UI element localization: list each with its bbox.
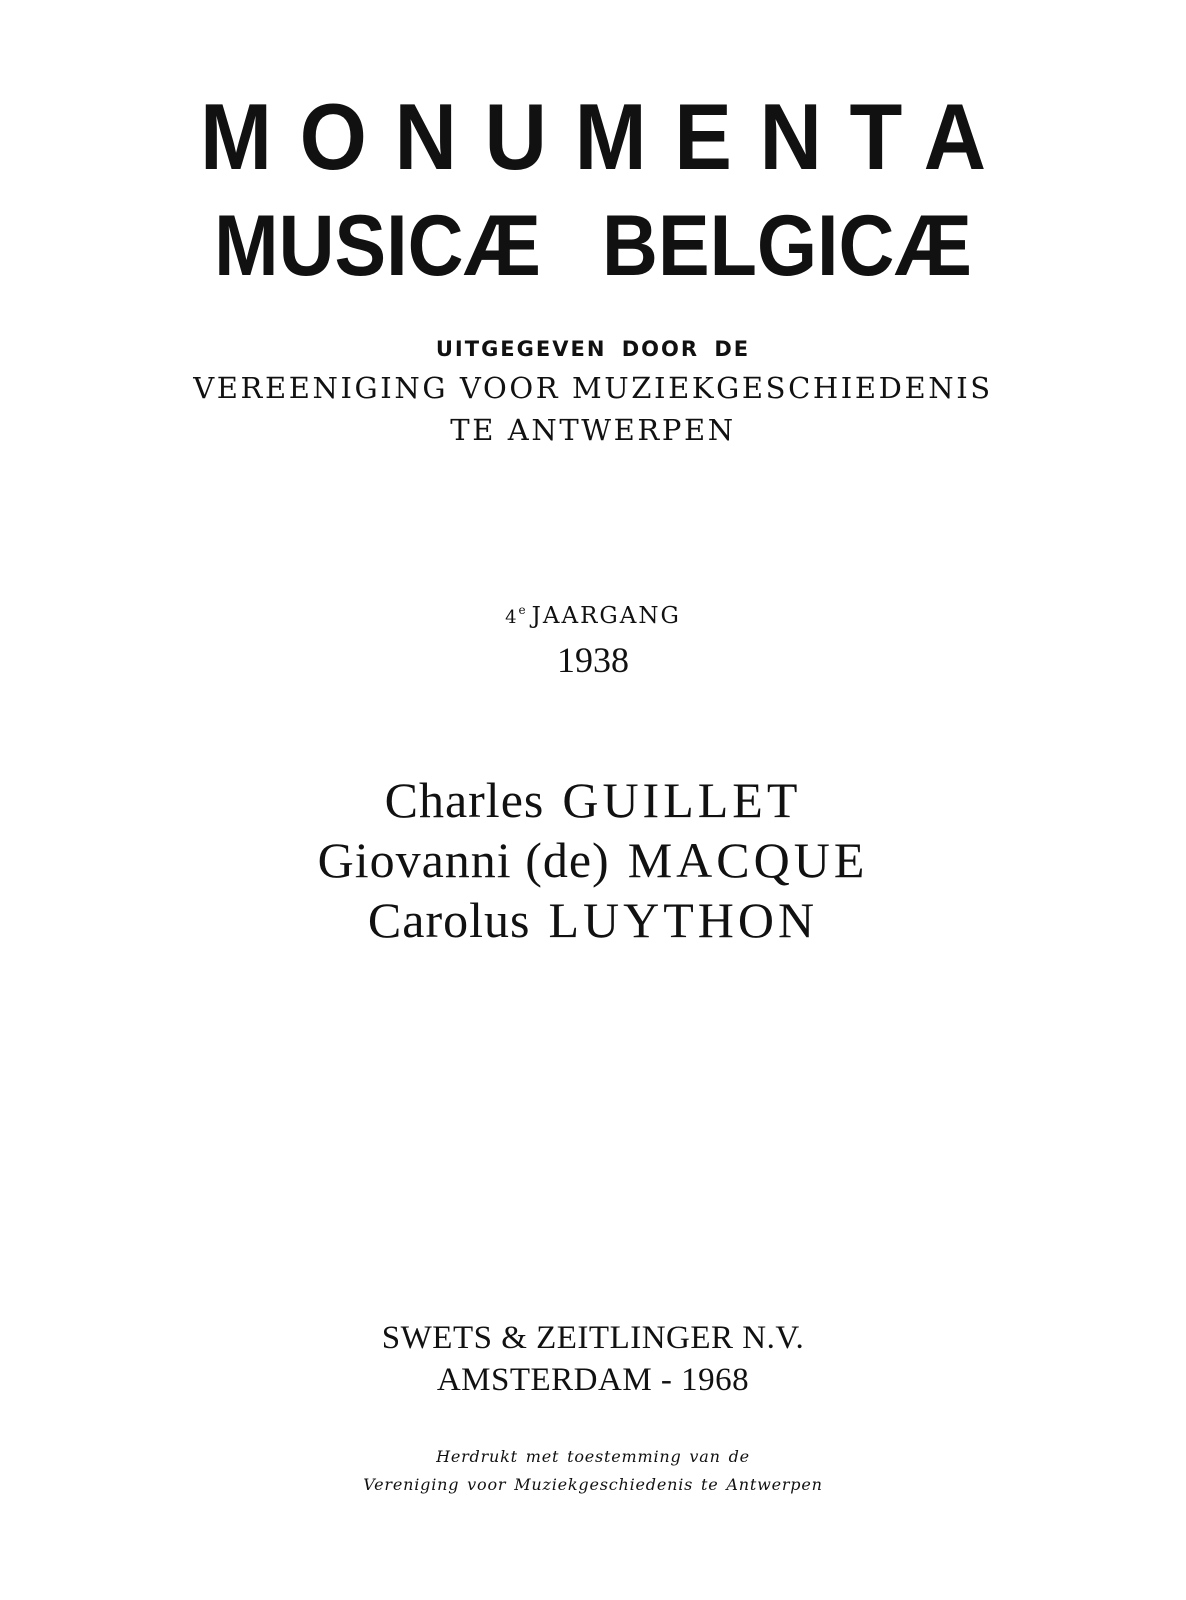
- composer-given-name: Giovanni (de): [317, 832, 610, 888]
- reprint-note-line-2: Vereniging voor Muziekgeschiedenis te Antwerpen: [363, 1475, 823, 1494]
- imprint-place-year: AMSTERDAM - 1968: [436, 1362, 750, 1398]
- series-title-line-2: MUSICÆ BELGICÆ: [214, 198, 972, 294]
- volume-number: 4: [505, 607, 519, 628]
- composer-given-name: Carolus: [367, 892, 531, 948]
- volume-label-text: JAARGANG: [531, 603, 681, 629]
- society-name: VEREENIGING VOOR MUZIEKGESCHIEDENIS: [193, 371, 993, 405]
- volume-year: 1938: [557, 640, 629, 680]
- composer-given-name: Charles: [384, 772, 545, 828]
- volume-ordinal-suffix: e: [518, 603, 526, 617]
- composer-line: [0, 830, 1186, 890]
- volume-label: [0, 596, 1186, 632]
- composer-family-name: MACQUE: [627, 832, 869, 888]
- published-by-label: UITGEGEVEN DOOR DE: [435, 337, 751, 361]
- series-title-line-1: MONUMENTA: [199, 84, 1014, 189]
- composer-line: [0, 890, 1186, 950]
- composer-line: [0, 770, 1186, 830]
- composer-family-name: GUILLET: [562, 772, 802, 828]
- society-city: TE ANTWERPEN: [450, 413, 736, 447]
- reprint-note-line-1: Herdrukt met toestemming van de: [436, 1447, 750, 1466]
- composer-family-name: LUYTHON: [548, 892, 819, 948]
- imprint-publisher: SWETS & ZEITLINGER N.V.: [381, 1320, 805, 1356]
